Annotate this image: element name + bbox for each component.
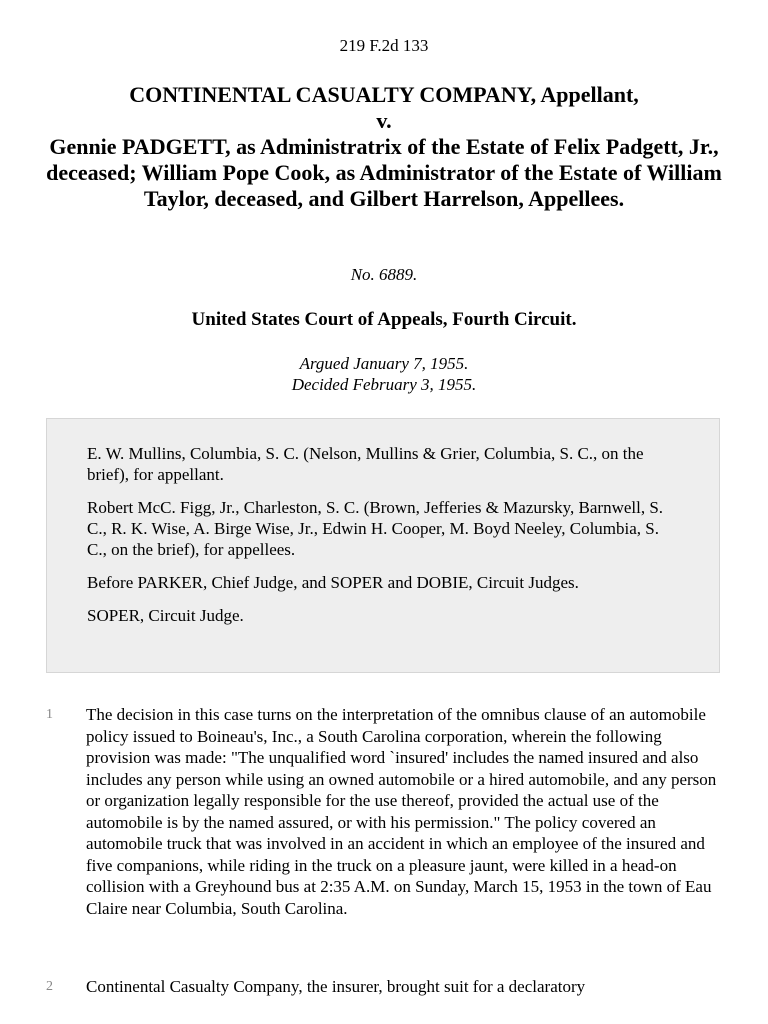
paragraph [46,976,726,998]
paragraph [46,704,726,919]
paragraph-number: 1 [46,707,53,722]
appellees-counsel: Robert McC. Figg, Jr., Charleston, S. C. (Brown, Jefferies & Mazursky, Barnwell, S. C., R. K. Wise, A. Birge Wise, Jr., Edwin H. Cooper, M. Boyd Neeley, Columbia, S. C., on the brief), for appellees. [87,498,664,559]
counsel-box [46,418,720,673]
case-title [40,82,728,212]
docket-number: No. 6889. [350,265,418,284]
paragraph-text: Continental Casualty Company, the insurer, brought suit for a declaratory [86,977,586,996]
opinion-author: SOPER, Circuit Judge. [87,606,244,625]
decided-date: Decided February 3, 1955. [291,375,477,394]
appellant-line: CONTINENTAL CASUALTY COMPANY, Appellant, [129,82,639,107]
case-dates [0,353,768,395]
bench: Before PARKER, Chief Judge, and SOPER and DOBIE, Circuit Judges. [87,573,579,592]
argued-date: Argued January 7, 1955. [299,354,469,373]
paragraph-number: 2 [46,979,53,994]
versus-line: v. [376,108,392,133]
court-name: United States Court of Appeals, Fourth Circuit. [191,309,577,330]
paragraph-text: The decision in this case turns on the interpretation of the omnibus clause of an automobile policy issued to Boineau's, Inc., a South Carolina corporation, wherein the following provision was made: "The unqualified word `insured' includes the named insured and also includes any person while using an owned automobile or a hired automobile, and any person or organization legally responsible for the use thereof, provided the actual use of the automobile is by the named assured, or with his permission." The policy covered an automobile truck that was involved in an accident in which an employee of the insured and five companions, while riding in the truck on a pleasure jaunt, were killed in a head-on collision with a Greyhound bus at 2:35 A.M. on Sunday, March 15, 1953 in the town of Eau Claire near Columbia, South Carolina. [86,705,717,918]
citation: 219 F.2d 133 [339,36,429,55]
appellant-counsel: E. W. Mullins, Columbia, S. C. (Nelson, Mullins & Grier, Columbia, S. C., on the brief), for appellant. [87,444,644,484]
appellees-line: Gennie PADGETT, as Administratrix of the Estate of Felix Padgett, Jr., deceased; William Pope Cook, as Administrator of the Estate of William Taylor, deceased, and Gilbert Harrelson, Appellees. [46,134,722,211]
